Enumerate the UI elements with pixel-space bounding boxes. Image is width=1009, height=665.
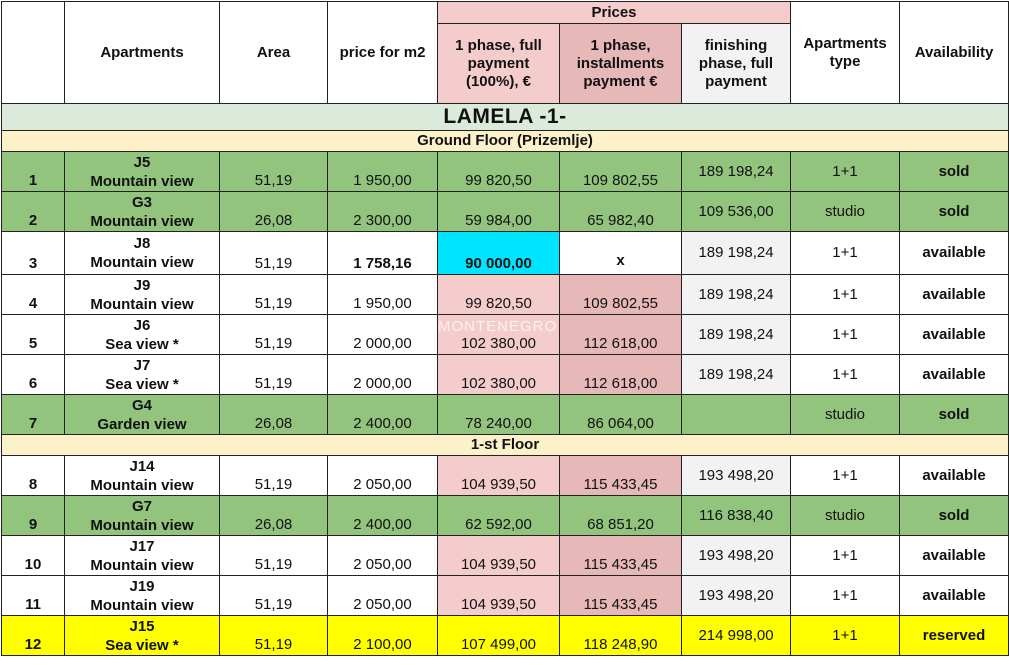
apartment-code: J17: [129, 537, 155, 555]
apartment-cell: [65, 315, 220, 355]
row-number: 10: [2, 536, 65, 576]
area-cell: 51,19: [220, 232, 328, 275]
availability-cell: sold: [900, 395, 1009, 435]
finishing-cell: 193 498,20: [682, 456, 791, 496]
row-number: 7: [2, 395, 65, 435]
col-availability-header: Availability: [900, 2, 1009, 104]
phase1-install-cell: 109 802,55: [560, 152, 682, 192]
apartment-view: Mountain view: [90, 476, 194, 494]
area-cell: 26,08: [220, 496, 328, 536]
finishing-cell: 109 536,00: [682, 192, 791, 232]
prices-group-header: Prices: [438, 2, 791, 24]
watermark: MONTENEGRO: [438, 318, 558, 335]
apartment-code: G3: [131, 193, 152, 211]
area-cell: 51,19: [220, 616, 328, 656]
phase1-full-cell: 102 380,00: [438, 355, 560, 395]
row-number: 2: [2, 192, 65, 232]
finishing-cell: 193 498,20: [682, 536, 791, 576]
price-m2-cell: 2 400,00: [328, 395, 438, 435]
apartment-code: J6: [133, 316, 151, 334]
area-cell: 26,08: [220, 192, 328, 232]
table-row: [2, 395, 1009, 435]
table-row: [2, 152, 1009, 192]
price-m2-cell: 2 400,00: [328, 496, 438, 536]
finishing-cell: 189 198,24: [682, 232, 791, 275]
row-number: 9: [2, 496, 65, 536]
apt-type-cell: 1+1: [791, 152, 900, 192]
apartment-cell: [65, 275, 220, 315]
availability-cell: available: [900, 576, 1009, 616]
apartment-view: Sea view *: [105, 335, 179, 353]
apartment-code: J5: [133, 153, 151, 171]
table-row: [2, 456, 1009, 496]
table-row: [2, 275, 1009, 315]
area-cell: 51,19: [220, 456, 328, 496]
row-number: 3: [2, 232, 65, 275]
price-table: [1, 1, 1009, 656]
apartment-view: Mountain view: [90, 212, 194, 230]
phase1-install-cell: 112 618,00: [560, 315, 682, 355]
apartment-view: Mountain view: [90, 516, 194, 534]
apt-type-cell: 1+1: [791, 616, 900, 656]
table-row: [2, 536, 1009, 576]
apartment-code: J19: [129, 577, 155, 595]
table-row: [2, 355, 1009, 395]
availability-cell: available: [900, 355, 1009, 395]
availability-cell: available: [900, 315, 1009, 355]
finishing-cell: 189 198,24: [682, 275, 791, 315]
price-m2-cell: 2 100,00: [328, 616, 438, 656]
apartment-view: Mountain view: [90, 254, 194, 271]
phase1-install-cell: 68 851,20: [560, 496, 682, 536]
apartment-view: Mountain view: [90, 295, 194, 313]
apartment-cell: [65, 355, 220, 395]
apartment-view: Sea view *: [105, 636, 179, 654]
apt-type-cell: 1+1: [791, 576, 900, 616]
phase1-install-cell: 115 433,45: [560, 576, 682, 616]
phase1-install-cell: x: [560, 232, 682, 275]
phase1-full-cell: 107 499,00: [438, 616, 560, 656]
availability-cell: available: [900, 232, 1009, 275]
availability-cell: sold: [900, 152, 1009, 192]
apartment-cell: [65, 152, 220, 192]
finishing-cell: 214 998,00: [682, 616, 791, 656]
apartment-cell: [65, 395, 220, 435]
row-number: 5: [2, 315, 65, 355]
table-row: [2, 232, 1009, 275]
col-price-m2-header: price for m2: [328, 2, 438, 104]
phase1-install-cell: 86 064,00: [560, 395, 682, 435]
area-cell: 51,19: [220, 355, 328, 395]
finishing-cell: 193 498,20: [682, 576, 791, 616]
phase1-full-cell: 90 000,00: [438, 232, 560, 275]
price-m2-cell: 2 000,00: [328, 315, 438, 355]
phase1-full-cell: 102 380,00: [438, 315, 560, 355]
col-phase1-full-header: 1 phase, full payment (100%), €: [438, 24, 560, 104]
area-cell: 51,19: [220, 536, 328, 576]
apartment-code: J9: [133, 276, 151, 294]
apartment-code: J8: [133, 235, 151, 252]
phase1-install-cell: 109 802,55: [560, 275, 682, 315]
area-cell: 51,19: [220, 152, 328, 192]
table-row: [2, 192, 1009, 232]
apartment-code: G4: [131, 396, 152, 414]
col-apartments-header: Apartments: [65, 2, 220, 104]
first-floor-label: 1-st Floor: [2, 435, 1009, 456]
price-m2-cell: 2 300,00: [328, 192, 438, 232]
apartment-view: Mountain view: [90, 172, 194, 190]
col-area-header: Area: [220, 2, 328, 104]
table-row: [2, 616, 1009, 656]
phase1-full-cell: 99 820,50: [438, 275, 560, 315]
finishing-cell: 189 198,24: [682, 355, 791, 395]
table-row: [2, 315, 1009, 355]
col-number-header: [2, 2, 65, 104]
row-number: 6: [2, 355, 65, 395]
apt-type-cell: 1+1: [791, 355, 900, 395]
apt-type-cell: 1+1: [791, 536, 900, 576]
phase1-install-cell: 115 433,45: [560, 536, 682, 576]
ground-floor-label: Ground Floor (Prizemlje): [2, 131, 1009, 152]
apartment-view: Garden view: [97, 415, 187, 433]
price-m2-cell: 1 758,16: [328, 232, 438, 275]
phase1-full-cell: 104 939,50: [438, 576, 560, 616]
phase1-full-cell: 78 240,00: [438, 395, 560, 435]
apt-type-cell: 1+1: [791, 232, 900, 275]
finishing-cell: 189 198,24: [682, 315, 791, 355]
apt-type-cell: 1+1: [791, 315, 900, 355]
apartment-cell: [65, 536, 220, 576]
row-number: 1: [2, 152, 65, 192]
col-phase1-install-header: 1 phase, installments payment €: [560, 24, 682, 104]
finishing-cell: 116 838,40: [682, 496, 791, 536]
price-m2-cell: 1 950,00: [328, 275, 438, 315]
apartment-view: Mountain view: [90, 556, 194, 574]
availability-cell: available: [900, 536, 1009, 576]
row-number: 11: [2, 576, 65, 616]
apt-type-cell: 1+1: [791, 456, 900, 496]
availability-cell: available: [900, 456, 1009, 496]
area-cell: 51,19: [220, 576, 328, 616]
apartment-code: J15: [129, 617, 155, 635]
availability-cell: reserved: [900, 616, 1009, 656]
phase1-full-cell: 104 939,50: [438, 536, 560, 576]
col-finishing-header: finishing phase, full payment: [682, 24, 791, 104]
row-number: 8: [2, 456, 65, 496]
apartment-view: Mountain view: [90, 596, 194, 614]
apartment-cell: [65, 232, 220, 275]
apartment-cell: [65, 616, 220, 656]
availability-cell: sold: [900, 496, 1009, 536]
finishing-cell: 189 198,24: [682, 152, 791, 192]
apartment-code: J14: [129, 457, 155, 475]
phase1-full-cell: 59 984,00: [438, 192, 560, 232]
availability-cell: sold: [900, 192, 1009, 232]
table-row: [2, 576, 1009, 616]
apt-type-cell: studio: [791, 395, 900, 435]
table-row: [2, 496, 1009, 536]
apartment-cell: [65, 496, 220, 536]
phase1-install-cell: 118 248,90: [560, 616, 682, 656]
row-number: 12: [2, 616, 65, 656]
price-m2-cell: 2 050,00: [328, 456, 438, 496]
row-number: 4: [2, 275, 65, 315]
apartment-code: G7: [131, 497, 152, 515]
phase1-install-cell: 112 618,00: [560, 355, 682, 395]
apt-type-cell: studio: [791, 192, 900, 232]
price-m2-cell: 1 950,00: [328, 152, 438, 192]
apt-type-cell: studio: [791, 496, 900, 536]
availability-cell: available: [900, 275, 1009, 315]
phase1-full-cell: 62 592,00: [438, 496, 560, 536]
col-apt-type-header: Apartments type: [791, 2, 900, 104]
area-cell: 26,08: [220, 395, 328, 435]
apt-type-cell: 1+1: [791, 275, 900, 315]
apartment-cell: [65, 456, 220, 496]
price-m2-cell: 2 050,00: [328, 536, 438, 576]
area-cell: 51,19: [220, 315, 328, 355]
price-m2-cell: 2 000,00: [328, 355, 438, 395]
phase1-install-cell: 65 982,40: [560, 192, 682, 232]
phase1-install-cell: 115 433,45: [560, 456, 682, 496]
apartment-cell: [65, 576, 220, 616]
area-cell: 51,19: [220, 275, 328, 315]
price-m2-cell: 2 050,00: [328, 576, 438, 616]
phase1-full-cell: 104 939,50: [438, 456, 560, 496]
lamela-title: LAMELA -1-: [2, 104, 1009, 131]
apartment-code: J7: [133, 356, 151, 374]
apartment-view: Sea view *: [105, 375, 179, 393]
apartment-cell: [65, 192, 220, 232]
phase1-full-cell: 99 820,50: [438, 152, 560, 192]
finishing-cell: [682, 395, 791, 435]
